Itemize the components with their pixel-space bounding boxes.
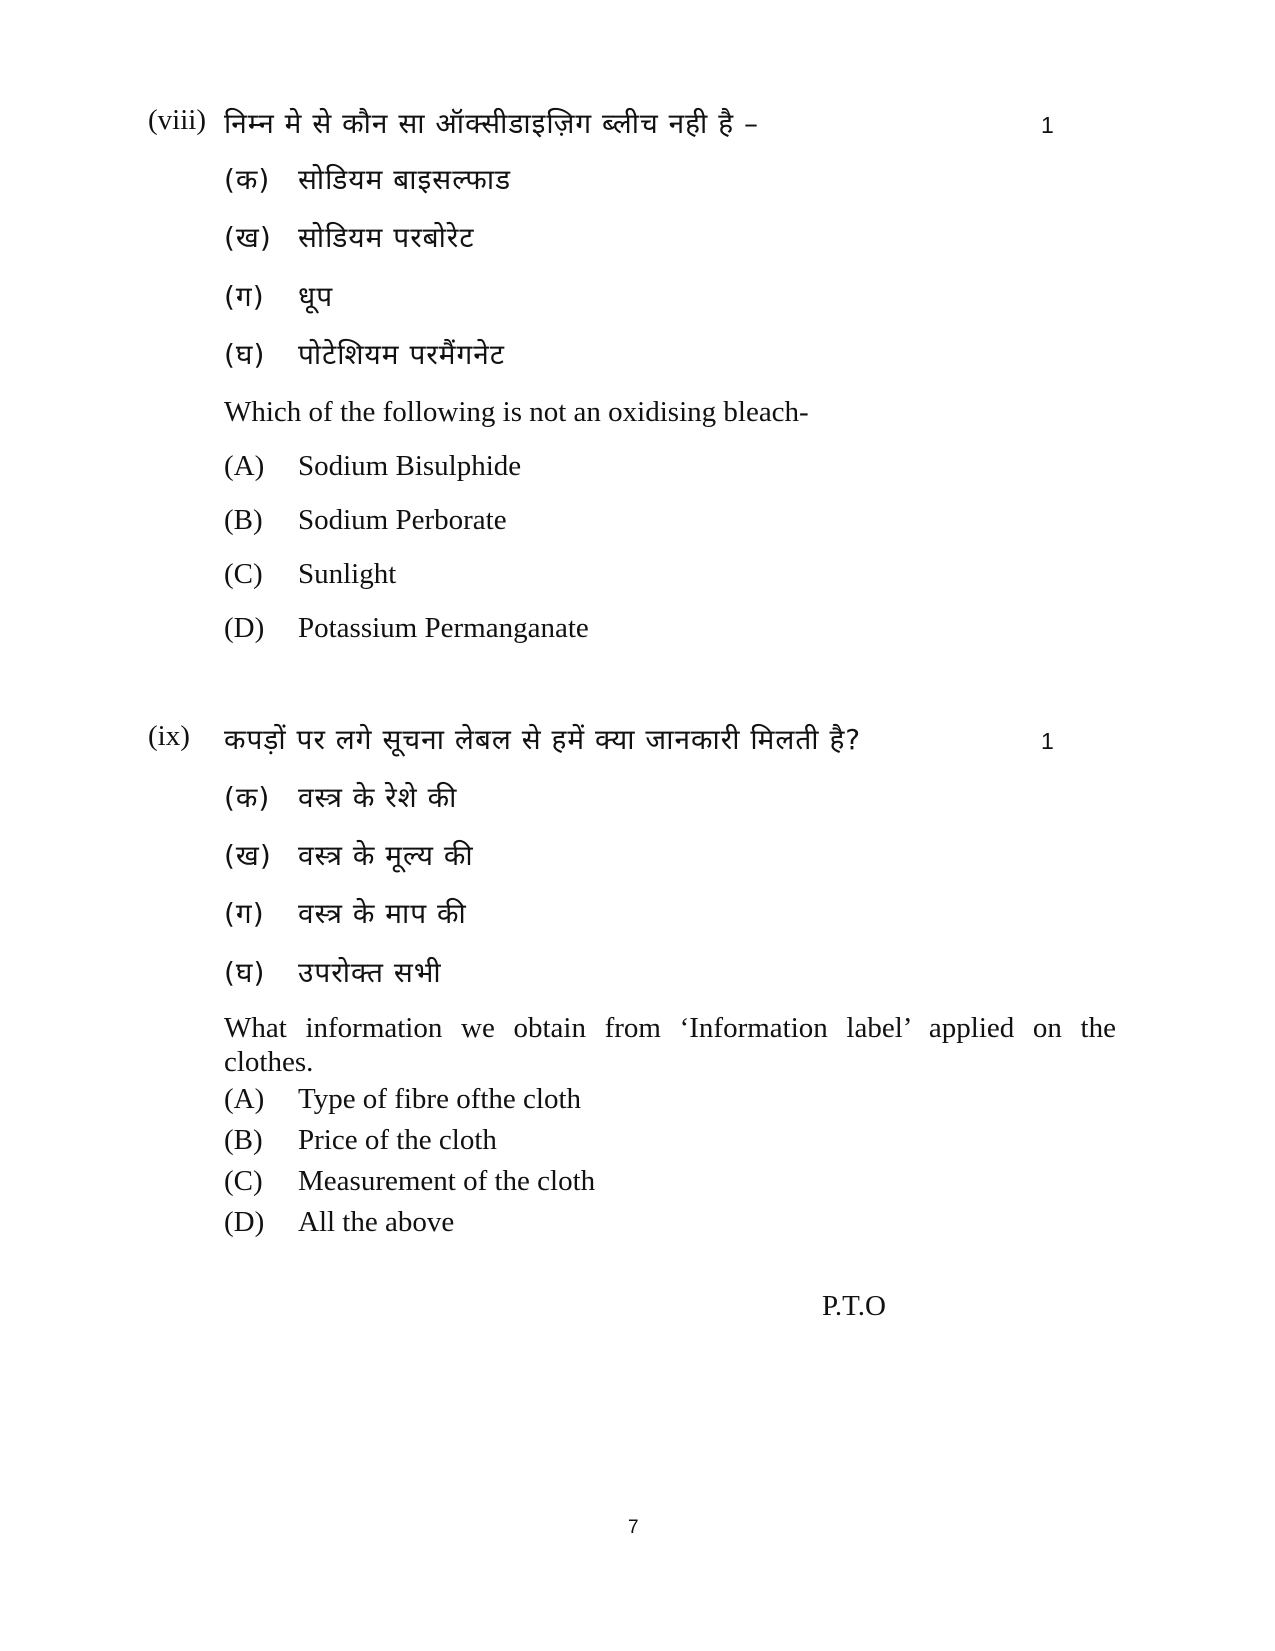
option-text-hindi: सोडियम बाइसल्फाड xyxy=(298,163,512,196)
question-text-hindi: निम्न मे से कौन सा ऑक्सीडाइज़िग ब्लीच नही है – xyxy=(224,107,759,140)
option-text-english: Sodium Perborate xyxy=(298,504,507,536)
option-label: (ख) xyxy=(224,221,272,254)
option-label: (घ) xyxy=(224,338,266,371)
option-text-hindi: वस्त्र के मूल्य की xyxy=(298,839,474,872)
question-marks: 1 xyxy=(1041,112,1054,138)
question-text-english-continued: clothes. xyxy=(224,1046,314,1078)
option-label: (B) xyxy=(224,1124,263,1156)
option-text-hindi: वस्त्र के माप की xyxy=(298,897,467,930)
option-text-english: Type of fibre ofthe cloth xyxy=(298,1083,582,1115)
option-label: (B) xyxy=(224,504,263,536)
page-number: 7 xyxy=(628,1517,639,1538)
option-text-hindi: उपरोक्त सभी xyxy=(298,956,442,989)
option-label: (ग) xyxy=(224,280,265,313)
option-label: (D) xyxy=(224,612,265,644)
option-label: (C) xyxy=(224,558,263,590)
option-text-hindi: सोडियम परबोरेट xyxy=(298,221,475,254)
option-text-hindi: वस्त्र के रेशे की xyxy=(298,781,458,814)
option-text-english: Sodium Bisulphide xyxy=(298,450,522,482)
option-text-english: Measurement of the cloth xyxy=(298,1165,596,1197)
option-label: (C) xyxy=(224,1165,263,1197)
option-label: (क) xyxy=(224,781,271,814)
option-text-english: Potassium Permanganate xyxy=(298,612,589,644)
option-label: (ग) xyxy=(224,897,265,930)
option-text-english: All the above xyxy=(298,1206,455,1238)
question-number: (viii) xyxy=(148,104,206,136)
option-text-english: Sunlight xyxy=(298,558,397,590)
option-label: (ख) xyxy=(224,839,272,872)
option-label: (A) xyxy=(224,450,265,482)
option-text-hindi: धूप xyxy=(298,280,334,313)
option-label: (घ) xyxy=(224,956,266,989)
option-label: (क) xyxy=(224,163,271,196)
question-text-english: Which of the following is not an oxidising bleach- xyxy=(224,396,809,428)
question-marks: 1 xyxy=(1041,728,1054,754)
question-text-english: What information we obtain from ‘Information label’ applied on the xyxy=(224,1012,1116,1044)
option-label: (A) xyxy=(224,1083,265,1115)
question-text-hindi: कपड़ों पर लगे सूचना लेबल से हमें क्या जानकारी मिलती है? xyxy=(224,723,862,756)
option-label: (D) xyxy=(224,1206,265,1238)
pto-label: P.T.O xyxy=(822,1290,886,1322)
option-text-english: Price of the cloth xyxy=(298,1124,497,1156)
question-number: (ix) xyxy=(148,720,190,752)
option-text-hindi: पोटेशियम परमैंगनेट xyxy=(298,338,505,371)
